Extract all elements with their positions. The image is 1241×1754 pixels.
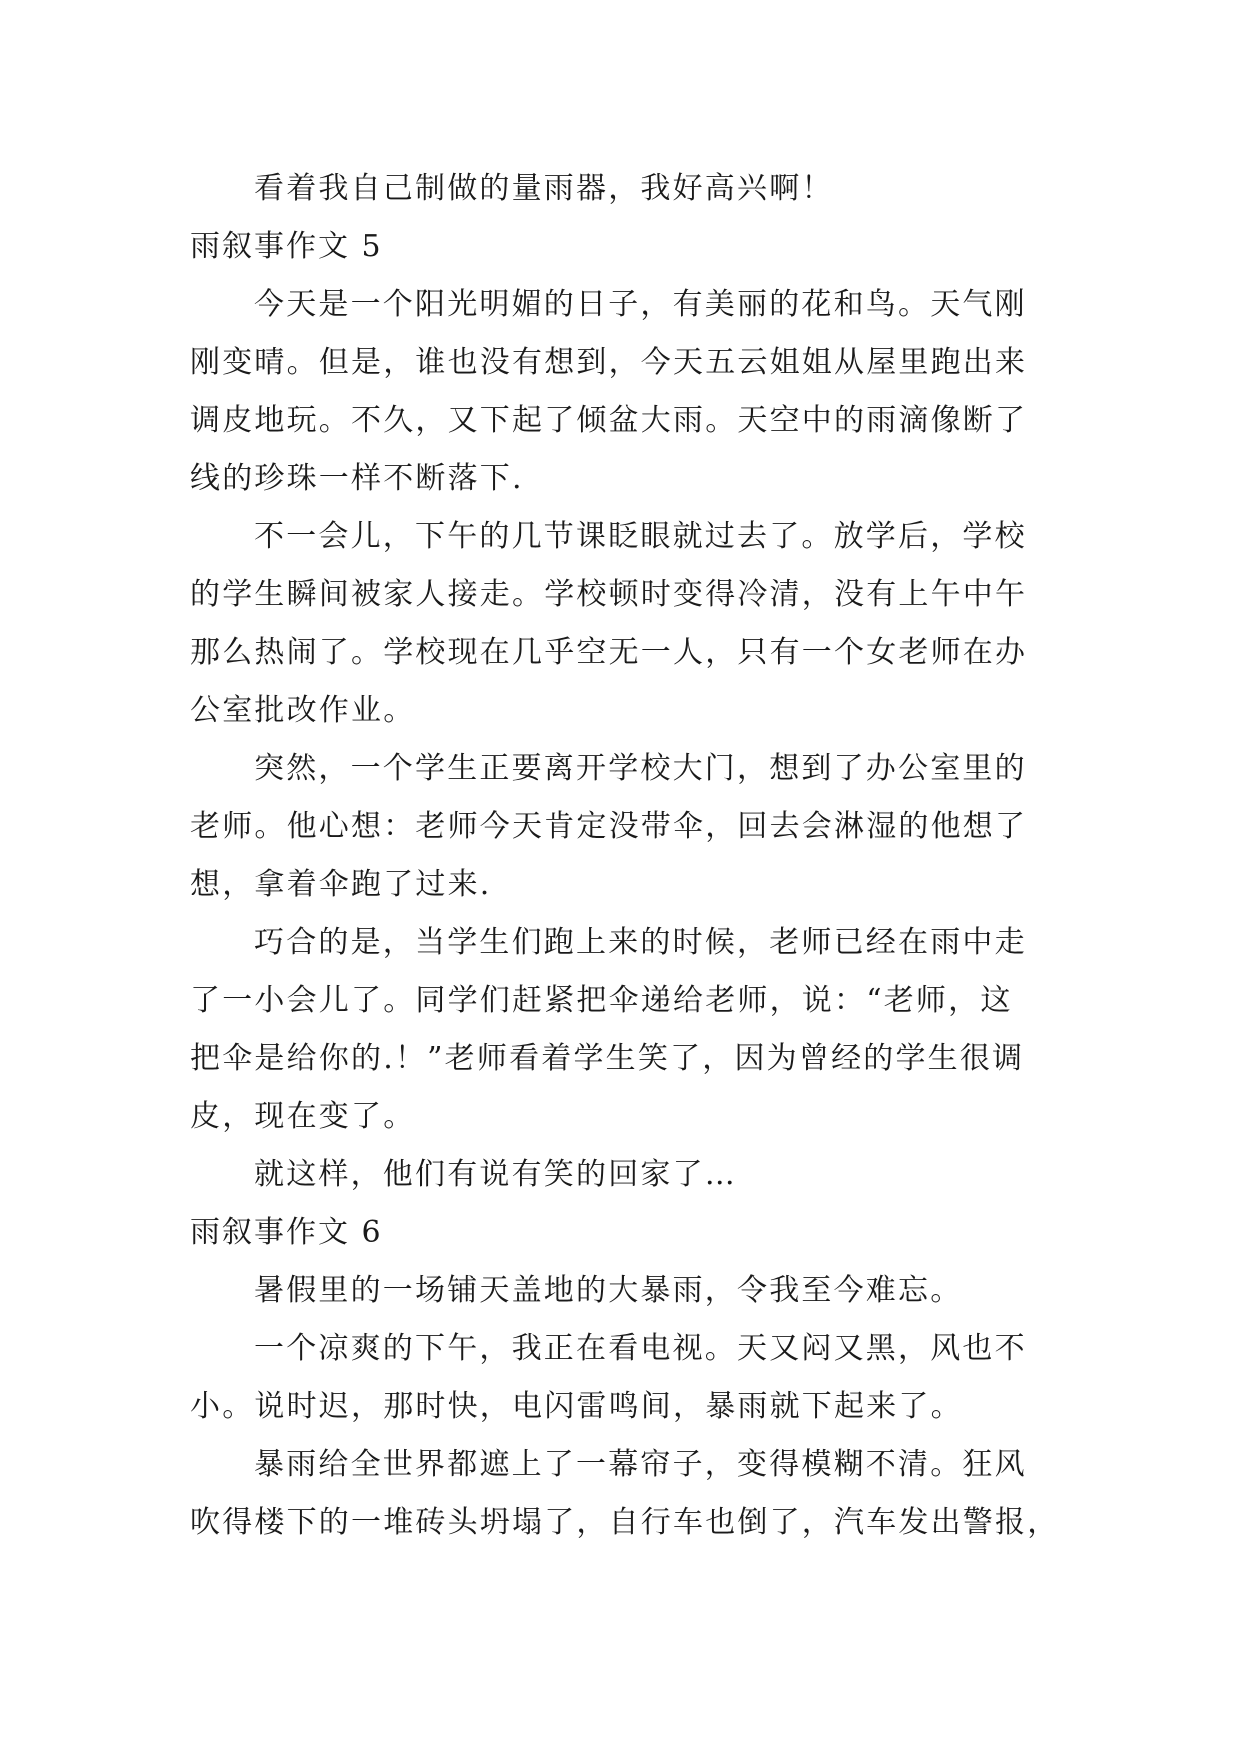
paragraph-line: 调皮地玩。不久，又下起了倾盆大雨。天空中的雨滴像断了 — [190, 403, 1028, 438]
paragraph-line: 今天是一个阳光明媚的日子，有美丽的花和鸟。天气刚 — [254, 287, 1027, 322]
paragraph-line: 线的珍珠一样不断落下. — [190, 461, 524, 496]
section-heading: 雨叙事作文 5 — [190, 229, 383, 264]
paragraph-line: 的学生瞬间被家人接走。学校顿时变得冷清，没有上午中午 — [190, 577, 1028, 612]
paragraph-line: 一个凉爽的下午，我正在看电视。天又闷又黑，风也不 — [254, 1331, 1027, 1366]
paragraph-line: 皮，现在变了。 — [190, 1099, 416, 1134]
paragraph-line: 公室批改作业。 — [190, 693, 416, 728]
paragraph-line: 吹得楼下的一堆砖头坍塌了，自行车也倒了，汽车发出警报， — [190, 1505, 1060, 1540]
paragraph-line: 小。说时迟，那时快，电闪雷鸣间，暴雨就下起来了。 — [190, 1389, 963, 1424]
paragraph-line: 不一会儿，下午的几节课眨眼就过去了。放学后，学校 — [254, 519, 1027, 554]
document-page — [190, 160, 1060, 1552]
paragraph-line: 刚变晴。但是，谁也没有想到，今天五云姐姐从屋里跑出来 — [190, 345, 1028, 380]
paragraph-line: 突然，一个学生正要离开学校大门，想到了办公室里的 — [254, 751, 1027, 786]
paragraph-line: 了一小会儿了。同学们赶紧把伞递给老师，说：“老师，这 — [190, 983, 1013, 1018]
paragraph-line: 暑假里的一场铺天盖地的大暴雨，令我至今难忘。 — [254, 1273, 963, 1308]
section-heading: 雨叙事作文 6 — [190, 1215, 383, 1250]
paragraph-line: 那么热闹了。学校现在几乎空无一人，只有一个女老师在办 — [190, 635, 1028, 670]
paragraph-line: 看着我自己制做的量雨器，我好高兴啊！ — [254, 171, 834, 206]
paragraph-line: 老师。他心想：老师今天肯定没带伞，回去会淋湿的他想了 — [190, 809, 1028, 844]
paragraph-line: 就这样，他们有说有笑的回家了… — [254, 1157, 737, 1192]
paragraph-line: 暴雨给全世界都遮上了一幕帘子，变得模糊不清。狂风 — [254, 1447, 1027, 1482]
paragraph-line: 把伞是给你的.！”老师看着学生笑了，因为曾经的学生很调 — [190, 1041, 1025, 1076]
paragraph-line: 巧合的是，当学生们跑上来的时候，老师已经在雨中走 — [254, 925, 1027, 960]
paragraph-line: 想，拿着伞跑了过来. — [190, 867, 492, 902]
